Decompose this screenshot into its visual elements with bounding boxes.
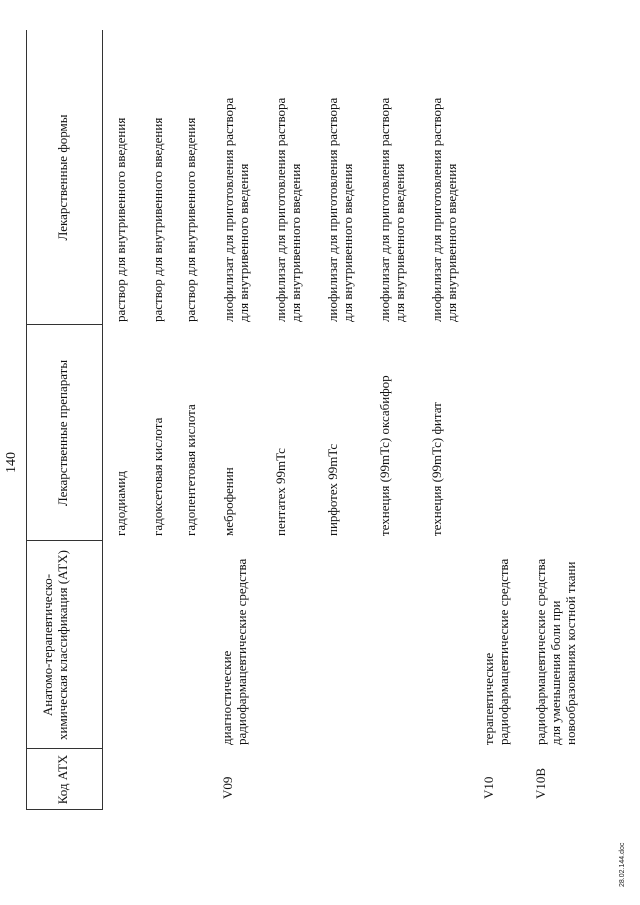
classification-v09-line2: радиофармацевтические средства bbox=[234, 558, 249, 745]
code-v09: V09 bbox=[220, 776, 235, 799]
form-row-5-line1: лиофилизат для приготовления раствора bbox=[325, 97, 340, 322]
header-bottom-border bbox=[102, 30, 103, 810]
classification-v10b-line2: для уменьшения боли при bbox=[548, 600, 563, 745]
form-row-4-line1: лиофилизат для приготовления раствора bbox=[273, 97, 288, 322]
header-code: Код АТХ bbox=[55, 754, 70, 805]
code-v10: V10 bbox=[481, 776, 496, 799]
classification-v10-line2: радиофармацевтические средства bbox=[496, 558, 511, 745]
classification-v10b-line3: новообразованиях костной ткани bbox=[563, 561, 578, 745]
classification-v10b-line1: радиофармацевтические средства bbox=[533, 558, 548, 745]
table-top-border bbox=[26, 30, 27, 810]
form-row-7-line2: для внутривенного введения bbox=[444, 163, 459, 322]
preparation-gadodiamid: гадодиамид bbox=[113, 471, 128, 536]
preparation-gadoxetic-acid: гадоксетовая кислота bbox=[150, 417, 165, 536]
header-forms: Лекарственные формы bbox=[55, 114, 70, 241]
page-number: 140 bbox=[4, 452, 19, 473]
classification-v09-line1: диагностические bbox=[219, 650, 234, 745]
form-row-7-line1: лиофилизат для приготовления раствора bbox=[429, 97, 444, 322]
preparation-mebrofenin: меброфенин bbox=[221, 467, 236, 536]
form-row-3-line2: для внутривенного введения bbox=[236, 163, 251, 322]
header-classification: Анатомо-терапевтическо-химическая классификация (АТХ) bbox=[40, 550, 70, 740]
header-preparations: Лекарственные препараты bbox=[55, 359, 70, 507]
preparation-fitat: технеция (99mTc) фитат bbox=[429, 402, 444, 536]
form-row-4-line2: для внутривенного введения bbox=[288, 163, 303, 322]
form-row-3-line1: лиофилизат для приготовления раствора bbox=[221, 97, 236, 322]
form-row-6-line1: лиофилизат для приготовления раствора bbox=[377, 97, 392, 322]
code-v10b: V10B bbox=[533, 767, 548, 799]
form-row-1: раствор для внутривенного введения bbox=[150, 117, 165, 322]
preparation-gadopentetic-acid: гадопентетовая кислота bbox=[183, 404, 198, 536]
form-row-5-line2: для внутривенного введения bbox=[340, 163, 355, 322]
classification-v10-line1: терапевтические bbox=[481, 652, 496, 745]
preparation-pirfotech: пирфотех 99mTc bbox=[325, 443, 340, 536]
preparation-oxabifor: технеция (99mTc) оксабифор bbox=[377, 375, 392, 536]
form-row-6-line2: для внутривенного введения bbox=[392, 163, 407, 322]
footer-doc-id: 28.02.144.doc bbox=[619, 842, 626, 887]
preparation-pentatech: пентатех 99mTc bbox=[273, 448, 288, 536]
form-row-0: раствор для внутривенного введения bbox=[113, 117, 128, 322]
form-row-2: раствор для внутривенного введения bbox=[183, 117, 198, 322]
